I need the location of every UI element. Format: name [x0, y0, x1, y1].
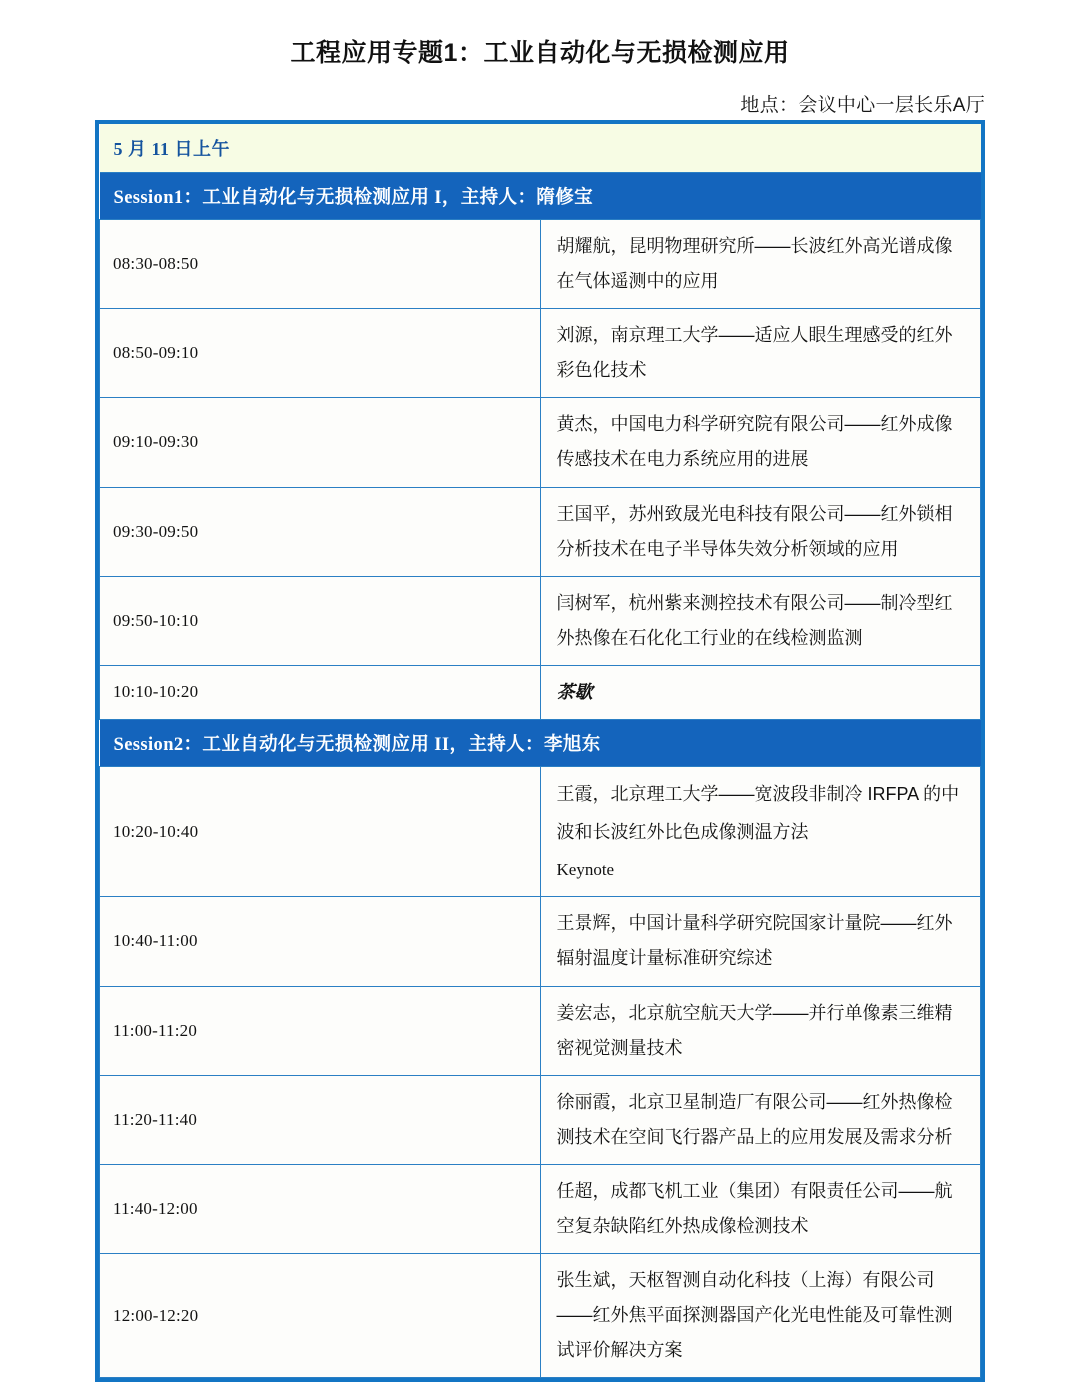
- schedule-row: [100, 986, 981, 1075]
- schedule-table: [99, 124, 981, 1378]
- schedule-row-time: 10:20-10:40: [100, 767, 541, 897]
- topic-title-text: 任超，成都飞机工业（集团）有限责任公司——航空复杂缺陷红外热成像检测技术: [556, 1180, 953, 1236]
- schedule-row: [100, 1164, 981, 1253]
- topic-title-text: 王霞，北京理工大学——宽波段非制冷 IRFPA 的中波和长波红外比色成像测温方法: [556, 784, 960, 842]
- session-header-label: [100, 173, 981, 220]
- session-header-label: [100, 720, 981, 767]
- schedule-row-time: 08:30-08:50: [100, 220, 541, 309]
- session-header-row: [100, 720, 981, 767]
- schedule-row: [100, 767, 981, 897]
- schedule-row-time: 11:40-12:00: [100, 1164, 541, 1253]
- topic-title-text: 张生斌，天枢智测自动化科技（上海）有限公司——红外焦平面探测器国产化光电性能及可靠性测试评价解决方案: [556, 1270, 953, 1361]
- session-header-row: [100, 173, 981, 220]
- schedule-row: [100, 1075, 981, 1164]
- topic-title-text: 闫树军，杭州紫来测控技术有限公司——制冷型红外热像在石化化工行业的在线检测监测: [556, 592, 953, 648]
- schedule-table-body: [100, 124, 981, 1378]
- schedule-row-time: 08:50-09:10: [100, 309, 541, 398]
- schedule-row-topic: [540, 767, 981, 897]
- topic-title-text: 王景辉，中国计量科学研究院国家计量院——红外辐射温度计量标准研究综述: [556, 913, 953, 969]
- schedule-row-topic: [540, 1254, 981, 1378]
- topic-note-badge: Keynote: [556, 859, 615, 879]
- schedule-row: [100, 487, 981, 576]
- schedule-row-topic: [540, 309, 981, 398]
- schedule-row: [100, 897, 981, 986]
- session-title-text: Session1：工业自动化与无损检测应用 I，主持人：隋修宝: [113, 188, 594, 208]
- schedule-row: [100, 665, 981, 719]
- schedule-row-topic: [540, 1164, 981, 1253]
- schedule-row: [100, 576, 981, 665]
- schedule-row-topic: [540, 220, 981, 309]
- schedule-row-time: 09:30-09:50: [100, 487, 541, 576]
- schedule-row-topic: [540, 665, 981, 719]
- schedule-row-topic: [540, 398, 981, 487]
- schedule-row: [100, 309, 981, 398]
- session-title-text: Session2：工业自动化与无损检测应用 II，主持人：李旭东: [113, 735, 601, 756]
- schedule-row-time: 11:20-11:40: [100, 1075, 541, 1164]
- topic-title-text: 胡耀航，昆明物理研究所——长波红外高光谱成像在气体遥测中的应用: [556, 236, 953, 292]
- schedule-row-time: 10:10-10:20: [100, 665, 541, 719]
- schedule-row-time: 09:50-10:10: [100, 576, 541, 665]
- schedule-row-time: 09:10-09:30: [100, 398, 541, 487]
- schedule-row-time: 12:00-12:20: [100, 1254, 541, 1378]
- date-band-label: 5 月 11 日上午: [100, 124, 981, 173]
- date-band-row: [100, 124, 981, 173]
- schedule-row-topic: [540, 1075, 981, 1164]
- schedule-row-time: 11:00-11:20: [100, 986, 541, 1075]
- schedule-table-container: [95, 120, 985, 1382]
- schedule-row-topic: [540, 986, 981, 1075]
- schedule-row: [100, 398, 981, 487]
- topic-title-text: 徐丽霞，北京卫星制造厂有限公司——红外热像检测技术在空间飞行器产品上的应用发展及需求分析: [556, 1091, 953, 1147]
- schedule-row-topic: [540, 487, 981, 576]
- venue-location: 地点：会议中心一层长乐A厅: [740, 95, 985, 116]
- schedule-row: [100, 220, 981, 309]
- schedule-row-time: 10:40-11:00: [100, 897, 541, 986]
- topic-title-text: 黄杰，中国电力科学研究院有限公司——红外成像传感技术在电力系统应用的进展: [556, 414, 953, 470]
- topic-title-text: 姜宏志，北京航空航天大学——并行单像素三维精密视觉测量技术: [556, 1002, 953, 1058]
- schedule-row: [100, 1254, 981, 1378]
- schedule-row-topic: [540, 576, 981, 665]
- schedule-row-topic: [540, 897, 981, 986]
- topic-title-text: 刘源，南京理工大学——适应人眼生理感受的红外彩色化技术: [556, 325, 953, 381]
- topic-title-text: 茶歇: [556, 681, 593, 702]
- page-title: 工程应用专题1：工业自动化与无损检测应用: [290, 39, 790, 67]
- topic-title-text: 王国平，苏州致晟光电科技有限公司——红外锁相分析技术在电子半导体失效分析领域的应用: [556, 503, 953, 559]
